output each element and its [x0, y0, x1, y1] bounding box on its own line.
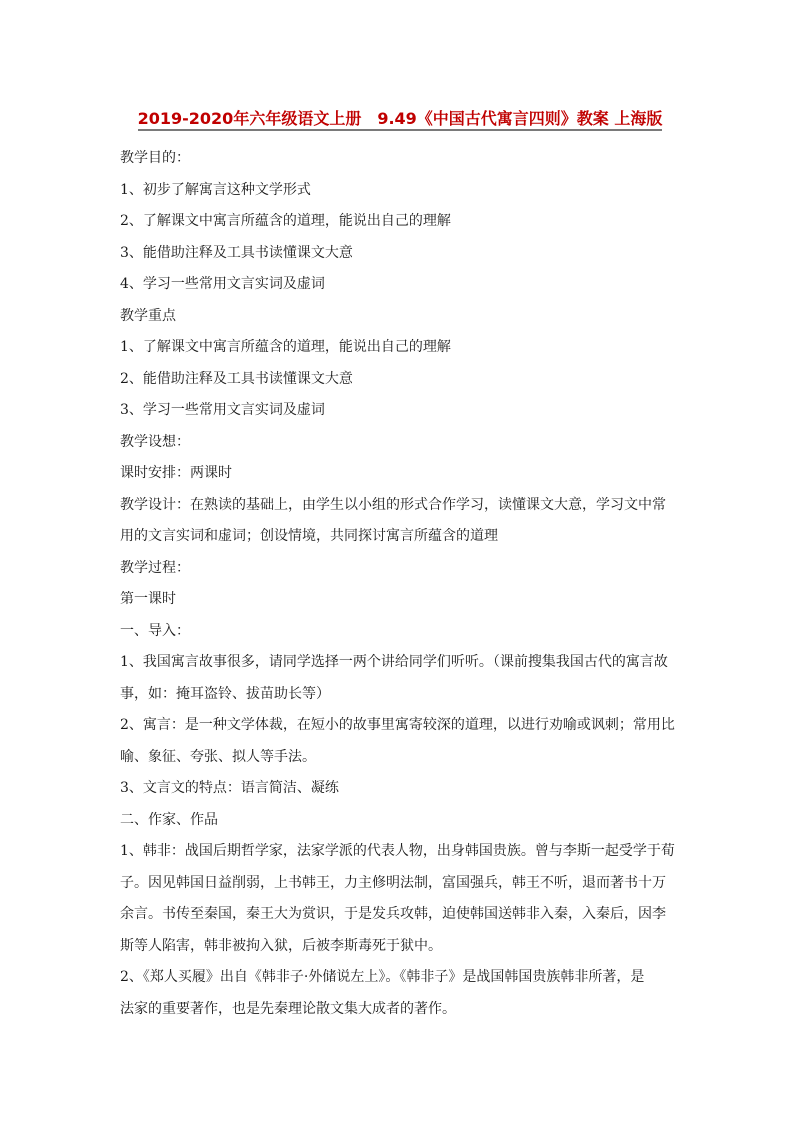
- section-heading-objectives: 教学目的：: [120, 150, 190, 166]
- paragraph-line: 用的文言实词和虚词；创设情境，共同探讨寓言所蕴含的道理: [120, 528, 498, 544]
- paragraph-line: 1、了解课文中寓言所蕴含的道理，能说出自己的理解: [120, 339, 451, 355]
- paragraph-line: 余言。书传至秦国，秦王大为赏识，于是发兵攻韩，迫使韩国送韩非入秦，入秦后，因李: [120, 906, 666, 922]
- paragraph-line: 1、韩非：战国后期哲学家，法家学派的代表人物，出身韩国贵族。曾与李斯一起受学于荀: [120, 843, 675, 859]
- title-text: 2019-2020年六年级语文上册 9.49《中国古代寓言四则》教案 上海版: [138, 109, 663, 131]
- paragraph-line: 1、我国寓言故事很多，请同学选择一两个讲给同学们听听。（课前搜集我国古代的寓言故: [120, 654, 668, 670]
- paragraph-line: 2、《郑人买履》出自《韩非子·外储说左上》。《韩非子》是战国韩国贵族韩非所著，是: [120, 969, 645, 985]
- paragraph-line: 2、寓言：是一种文学体裁，在短小的故事里寓寄较深的道理，以进行劝喻或讽刺；常用比: [120, 717, 675, 733]
- section-heading-author: 二、作家、作品: [120, 811, 218, 828]
- paragraph-line: 课时安排：两课时: [120, 465, 232, 481]
- paragraph-line: 教学设计：在熟读的基础上，由学生以小组的形式合作学习，读懂课文大意，学习文中常: [120, 496, 666, 513]
- paragraph-line: 3、能借助注释及工具书读懂课文大意: [120, 244, 353, 261]
- paragraph-line: 1、初步了解寓言这种文学形式: [120, 181, 311, 198]
- section-heading-lesson-one: 第一课时: [120, 591, 176, 607]
- section-heading-key-points: 教学重点: [120, 307, 176, 324]
- paragraph-line: 斯等人陷害，韩非被拘入狱，后被李斯毒死于狱中。: [120, 937, 442, 954]
- paragraph-line: 4、学习一些常用文言实词及虚词: [120, 276, 325, 292]
- section-heading-plan: 教学设想：: [120, 433, 190, 450]
- paragraph-line: 2、了解课文中寓言所蕴含的道理，能说出自己的理解: [120, 213, 451, 229]
- paragraph-line: 事，如：掩耳盗铃、拔苗助长等）: [120, 685, 330, 702]
- paragraph-line: 子。因见韩国日益削弱，上书韩王，力主修明法制，富国强兵，韩王不听，退而著书十万: [120, 874, 666, 891]
- paragraph-line: 法家的重要著作，也是先秦理论散文集大成者的著作。: [120, 1000, 456, 1017]
- paragraph-line: 3、文言文的特点：语言简洁、凝练: [120, 780, 339, 796]
- paragraph-line: 3、学习一些常用文言实词及虚词: [120, 402, 325, 418]
- document-body: [120, 143, 680, 1025]
- paragraph-line: 喻、象征、夸张、拟人等手法。: [120, 748, 316, 765]
- section-heading-process: 教学过程：: [120, 559, 190, 576]
- section-heading-intro: 一、导入：: [120, 622, 190, 639]
- document-title: [0, 108, 800, 130]
- paragraph-line: 2、能借助注释及工具书读懂课文大意: [120, 370, 353, 387]
